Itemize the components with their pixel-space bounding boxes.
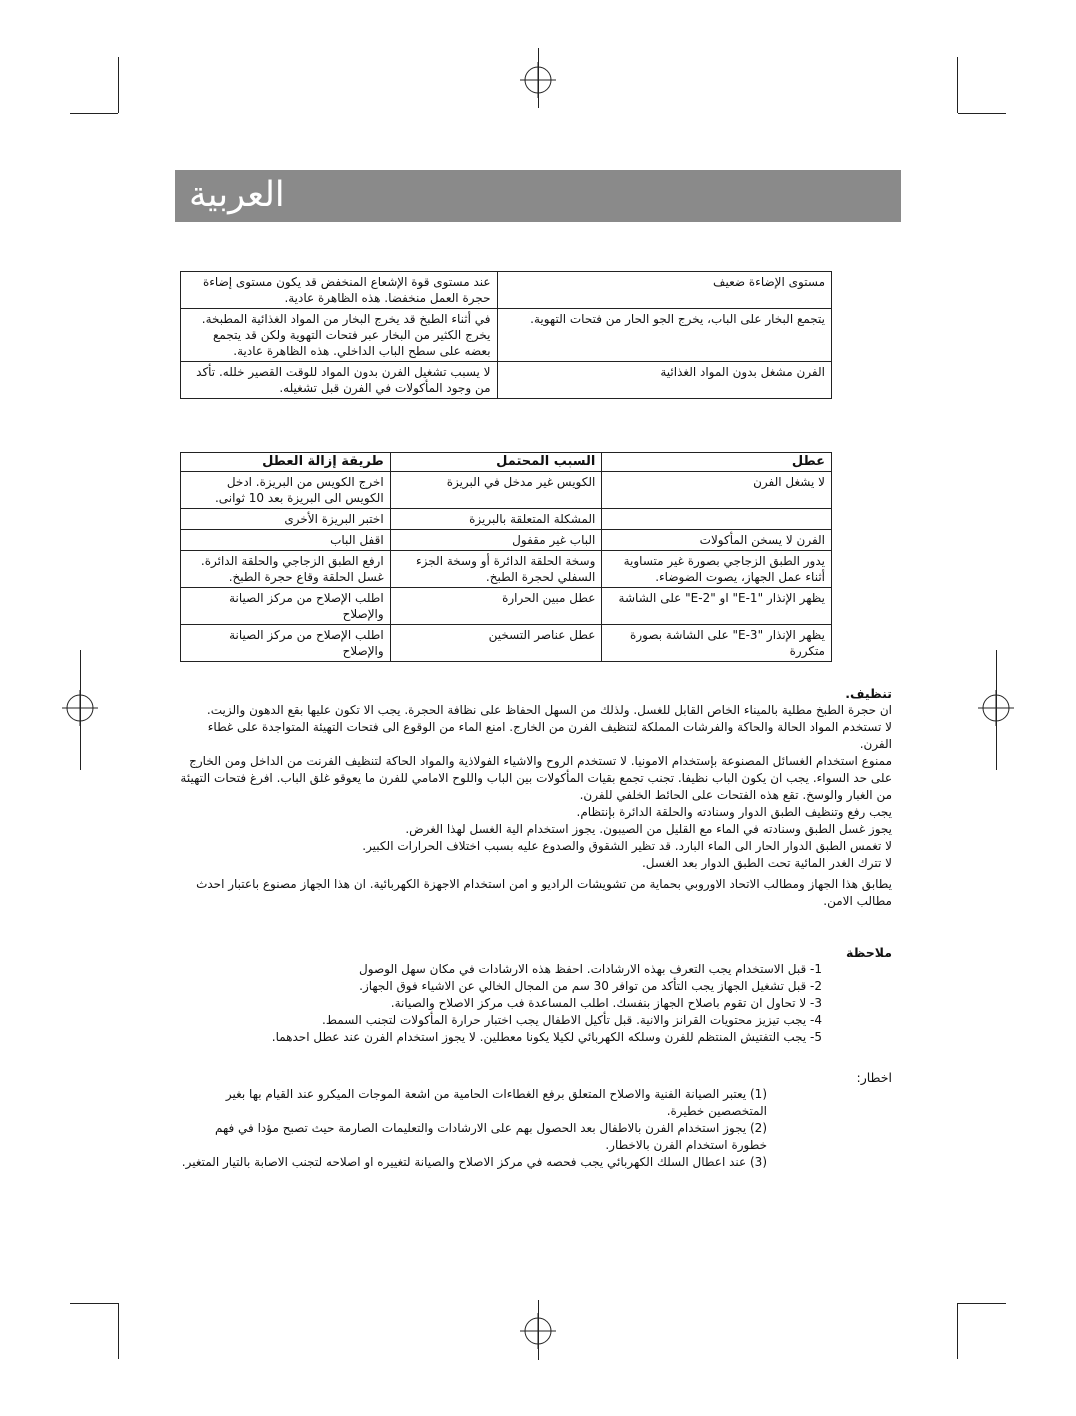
column-header-remedy: طريقة إزالة العطل xyxy=(181,453,391,472)
table-row xyxy=(181,472,832,509)
table-cell-remedy: اطلب الإصلاح من مركز الصيانة والإصلاح xyxy=(181,625,391,662)
table-cell-cause: الباب غير مقفول xyxy=(390,530,602,551)
table-cell-explanation: لا يسبب تشغيل الفرن بدون المواد للوقت القصير خلله. تأكد من وجود المأكولات في الفرن قبل تشغيله. xyxy=(181,362,498,399)
warning-item: (1) يعتبر الصيانة الفنية والاصلاح المتعلق برفع الغطاءات الحامية من اشعة الموجات الميكرو عند القيام بها بغير المتخصصين خطيرة. xyxy=(225,1087,767,1118)
table-cell-issue: مستوى الإضاءة ضعيف xyxy=(497,272,831,309)
column-header-cause: السبب المحتمل xyxy=(390,453,602,472)
table-cell-remedy: ارفع الطبق الزجاجي والحلقة الدائرة. غسل الحلقة وقاع حجرة الطبخ. xyxy=(181,551,391,588)
compliance-text: يطابق هذا الجهاز ومطالب الاتحاد الاوروبي بحماية من تشويشات الراديو و امن استخدام الاجهزة الكهربائية. ان هذا الجهاز مصنوع باعتبار احدث مطالب الامن. xyxy=(196,877,892,908)
table-cell-cause: عطل عناصر التسخين xyxy=(390,625,602,662)
troubleshooting-table xyxy=(180,452,832,662)
crop-mark xyxy=(70,113,118,114)
table-cell-explanation: عند مستوى قوة الإشعاع المنخفض قد يكون مستوى إضاءة حجرة العمل منخفضا. هذه الظاهرة عادية. xyxy=(181,272,498,309)
phenomena-table xyxy=(180,271,832,399)
table-row xyxy=(181,309,832,362)
table-cell-cause: المشكلة المتعلقة بالبريزة xyxy=(390,509,602,530)
table-cell-cause: الكويس غير مدخل في البريزة xyxy=(390,472,602,509)
crop-mark xyxy=(118,1303,119,1359)
language-header-bar xyxy=(175,170,901,222)
table-row xyxy=(181,509,832,530)
note-item: 2- قبل تشغيل الجهاز يجب التأكد من توافر 30 سم من المجال الخالي عن الاشياء فوق الجهاز. xyxy=(359,979,822,993)
table-cell-remedy: اقفل الباب xyxy=(181,530,391,551)
table-row xyxy=(181,362,832,399)
table-cell-fault: يدور الطبق الزجاجي بصورة غير متساوية أثناء عمل الجهاز، يصوت الضوضاء. xyxy=(602,551,832,588)
table-cell-cause: عطل مبين الحرارة xyxy=(390,588,602,625)
table-row xyxy=(181,588,832,625)
crop-mark xyxy=(538,48,539,108)
table-row xyxy=(181,625,832,662)
warning-item: (2) يجوز استخدام الفرن بالاطفال بعد الحصول بهم على الارشادات والتعليمات الصارمة حيث تصبح مؤدا في فهم خطورة استخدام الفرن بالاخطار. xyxy=(214,1121,767,1152)
compliance-statement xyxy=(180,876,892,910)
table-cell-issue: الفرن مشغل بدون المواد الغذائية xyxy=(497,362,831,399)
cleaning-paragraph: ممنوع استخدام الغسائل المصنوعة بإستخدام الامونيا. لا تستخدم الروح والاشياء الفولاذية والمواد الحاكة لتنظيف الفرنت من الداخل ومن الخارج على حد السواء. يجب ان يكون الباب نظيفا. تجنب تجمع بقيات المأكولات بين الباب واللوح الامامي للفرن ما يعوقو غلق الباب. افرغ فتحات التهيئة من الغبار والوسخ. تقع هذه الفتحات على الحائط الخلفي للفرن. xyxy=(180,754,892,802)
cleaning-paragraph: يجوز غسل الطبق وسنادته في الماء مع القليل من الصيبون. يجوز استخدام الية الغسل لهذا الغرض. xyxy=(405,822,892,836)
crop-mark xyxy=(996,650,997,770)
table-cell-remedy: اخرج الكويس من البريزة. ادخل الكويس الى البريزة بعد 10 ثوانى. xyxy=(181,472,391,509)
table-header-row xyxy=(181,453,832,472)
crop-mark xyxy=(538,1300,539,1360)
table-row xyxy=(181,530,832,551)
table-cell-explanation: في أثناء الطبخ قد يخرج البخار من المواد الغذائية المطبخة. يخرج الكثير من البخار عبر فتحات التهوية ولكن قد يتجمع بعضه على سطح الباب الداخلي. هذه الظاهرة عادية. xyxy=(181,309,498,362)
page-title: العربية xyxy=(189,175,285,215)
table-row xyxy=(181,272,832,309)
warning-item: (3) عند اعطال السلك الكهربائي يجب فحصه في مركز الاصلاح والصيانة لتغييره او اصلاحه لتجنب الاصابة بالتيار المتغير. xyxy=(181,1155,767,1169)
table-cell-fault: يظهر الإنذار "E-3" على الشاشة بصورة متكررة xyxy=(602,625,832,662)
note-item: 1- قبل الاستخدام يجب التعرف بهذه الارشادات. احفظ هذه الارشادات في مكان سهل الوصول xyxy=(359,962,822,976)
table-cell-remedy: اطلب الإصلاح من مركز الصيانة والإصلاح xyxy=(181,588,391,625)
notes-section xyxy=(180,944,892,1046)
crop-mark xyxy=(958,113,1006,114)
crop-mark xyxy=(957,57,958,113)
crop-mark xyxy=(70,1303,118,1304)
warning-section xyxy=(180,1069,892,1171)
note-item: 5- يجب التفتيش المنتظم للفرن وسلكه الكهربائي لكيلا يكونا معطلين. لا يجوز استخدام الفرن عند عطل احدهما. xyxy=(271,1030,822,1044)
table-cell-remedy: اختبر البريزة الأخرى xyxy=(181,509,391,530)
cleaning-paragraph: ان حجرة الطبخ مطلية بالميناء الخاص القابل للغسل. ولذلك من السهل الحفاظ على نظافة الحجرة. يجب الا تكون عليها بقع الدهون والزيت. xyxy=(206,703,892,717)
table-cell-issue: يتجمع البخار على الباب، يخرج الجو الحار من فتحات التهوية. xyxy=(497,309,831,362)
crop-mark xyxy=(958,1303,1006,1304)
cleaning-section xyxy=(180,685,892,872)
cleaning-paragraph: لا تترك الغدر المائية تحت الطبق الدوار بعد الغسل. xyxy=(641,856,892,870)
note-item: 4- يجب تيزيز محتويات القرانز والانية. قبل تأكيل الاطفال يجب اختبار حرارة المأكولات لتجنب السمط. xyxy=(322,1013,822,1027)
section-title-notes: ملاحظة xyxy=(846,945,892,960)
table-cell-fault: لا يشغل الفرن xyxy=(602,472,832,509)
section-title-cleaning: تنظيف. xyxy=(845,686,892,701)
table-cell-cause: وسخة الحلقة الدائرة أو وسخة الجزء السفلي لحجرة الطبخ. xyxy=(390,551,602,588)
cleaning-paragraph: لا تستخدم المواد الحالة والحاكة والفرشات المملكة لتنظيف الفرن من الخارج. امنع الماء من الوقوع الى فتحات التهيئة المتواجدة على غطاء الفرن. xyxy=(207,720,892,751)
note-item: 3- لا تحاول ان تقوم باصلاح الجهاز بنفسك. اطلب المساعدة فب مركز الاصلاح والصيانة. xyxy=(390,996,822,1010)
table-cell-fault: الفرن لا يسخن المأكولات xyxy=(602,530,832,551)
crop-mark xyxy=(118,57,119,113)
crop-mark xyxy=(80,650,81,770)
cleaning-paragraph: يجب رفع وتنظيف الطبق الدوار وسنادته والحلقة الدائرة بإنتظام. xyxy=(576,805,892,819)
table-row xyxy=(181,551,832,588)
cleaning-paragraph: لا تغمس الطبق الدوار الحار الى الماء البارد. قد تظير الشقوق والصدوع عليه بسبب اختلاف الحرارات الكبير. xyxy=(362,839,892,853)
table-cell-fault xyxy=(602,509,832,530)
crop-mark xyxy=(957,1303,958,1359)
table-cell-fault: يظهر الإنذار "E-1" او "E-2" على الشاشة xyxy=(602,588,832,625)
column-header-fault: عطل xyxy=(602,453,832,472)
section-title-warning: اخطار: xyxy=(856,1070,892,1085)
